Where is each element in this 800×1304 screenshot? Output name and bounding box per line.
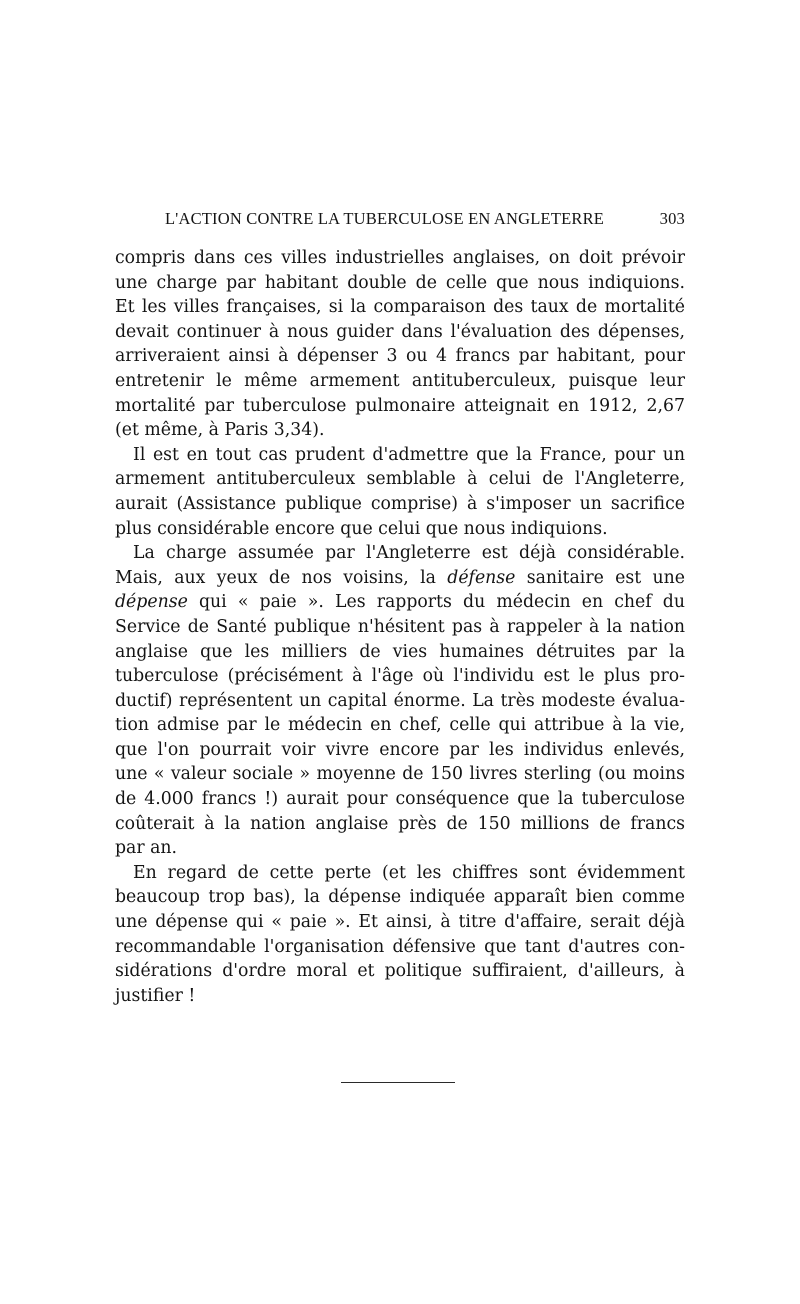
text-line: aurait (Assistance publique comprise) à s'imposer un sacrifice xyxy=(115,493,685,514)
text-line: armement antituberculeux semblable à celui de l'Angleterre, xyxy=(115,469,685,490)
paragraph xyxy=(115,443,685,541)
text-line: une « valeur sociale » moyenne de 150 livres sterling (ou moins xyxy=(115,764,685,785)
text-line: (et même, à Paris 3,34). xyxy=(115,420,325,441)
paragraph xyxy=(115,246,685,443)
italic-run: dépense xyxy=(115,592,188,613)
text-line: justifier ! xyxy=(115,985,196,1006)
text-line: recommandable l'organisation défensive que tant d'autres con- xyxy=(115,936,685,957)
text-line: En regard de cette perte (et les chiffres sont évidemment xyxy=(133,862,685,883)
text-line: arriveraient ainsi à dépenser 3 ou 4 francs par habitant, pour xyxy=(115,346,685,367)
text-line: une charge par habitant double de celle que nous indiquions. xyxy=(115,272,685,293)
paragraph xyxy=(115,541,685,861)
text-line: ductif) représentent un capital énorme. La très modeste évalua- xyxy=(115,690,685,711)
text-line: coûterait à la nation anglaise près de 150 millions de francs xyxy=(115,813,685,834)
text-line xyxy=(115,566,685,591)
text-line: de 4.000 francs !) aurait pour conséquence que la tuberculose xyxy=(115,789,685,810)
text-line: que l'on pourrait voir vivre encore par les individus enlevés, xyxy=(115,739,685,760)
italic-run: défense xyxy=(447,567,516,588)
text-line: Et les villes françaises, si la comparaison des taux de mortalité xyxy=(115,297,685,318)
page-number: 303 xyxy=(659,209,685,228)
text-line: devait continuer à nous guider dans l'évaluation des dépenses, xyxy=(115,321,685,342)
text-line: mortalité par tuberculose pulmonaire atteignait en 1912, 2,67 xyxy=(115,395,685,416)
paragraph xyxy=(115,861,685,1009)
text-line: compris dans ces villes industrielles anglaises, on doit prévoir xyxy=(115,248,685,268)
text-run: qui « paie ». Les rapports du médecin en chef du xyxy=(187,592,685,613)
text-line: Il est en tout cas prudent d'admettre que la France, pour un xyxy=(133,444,685,465)
text-line: beaucoup trop bas), la dépense indiquée apparaît bien comme xyxy=(115,887,685,908)
text-line: plus considérable encore que celui que nous indiquions. xyxy=(115,518,608,539)
body-text xyxy=(115,246,685,1008)
text-line: tuberculose (précisément à l'âge où l'individu est le plus pro- xyxy=(115,666,685,687)
text-line xyxy=(115,590,685,615)
text-line: tion admise par le médecin en chef, celle qui attribue à la vie, xyxy=(115,715,685,736)
section-end-rule xyxy=(341,1082,455,1083)
text-run: Mais, aux yeux de nos voisins, la xyxy=(115,567,448,588)
running-header xyxy=(115,209,685,233)
running-title: L'ACTION CONTRE LA TUBERCULOSE EN ANGLETERRE xyxy=(165,209,605,228)
text-line: Service de Santé publique n'hésitent pas à rappeler à la nation xyxy=(115,616,685,637)
text-line: sidérations d'ordre moral et politique suffiraient, d'ailleurs, à xyxy=(115,961,685,982)
text-line: anglaise que les milliers de vies humaines détruites par la xyxy=(115,641,685,662)
text-line: par an. xyxy=(115,838,178,859)
text-run: sanitaire est une xyxy=(515,567,685,588)
text-line: La charge assumée par l'Angleterre est déjà considérable. xyxy=(133,543,685,564)
text-line: une dépense qui « paie ». Et ainsi, à titre d'affaire, serait déjà xyxy=(115,912,685,933)
text-line: entretenir le même armement antituberculeux, puisque leur xyxy=(115,370,685,391)
